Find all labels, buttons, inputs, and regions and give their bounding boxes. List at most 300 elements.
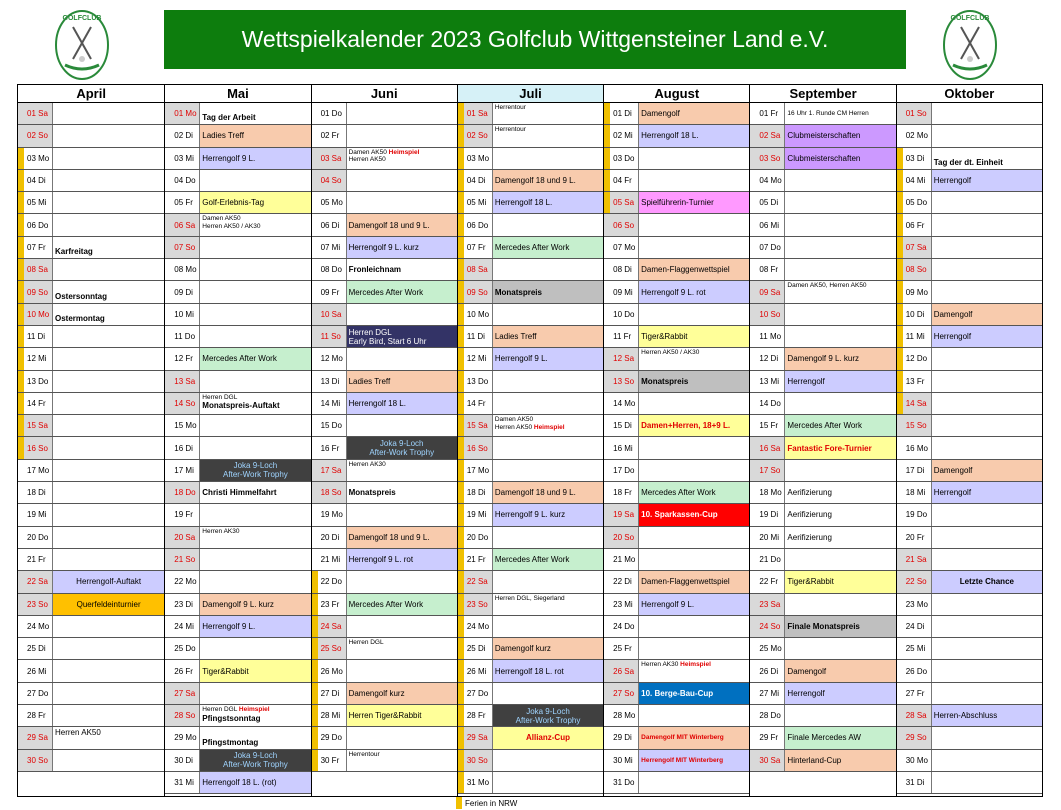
day-row <box>897 594 1042 616</box>
day-row <box>312 214 457 236</box>
day-row <box>312 237 457 259</box>
event-cell <box>200 371 310 392</box>
day-row <box>750 705 895 727</box>
day-row <box>312 727 457 749</box>
day-label: 29 Fr <box>750 727 785 748</box>
event-text <box>787 510 831 519</box>
event-text-main: Tag der dt. Einheit <box>933 157 1003 167</box>
day-row <box>312 594 457 616</box>
day-label: 13 Sa <box>165 371 200 392</box>
event-cell <box>53 170 164 191</box>
day-label: 02 Fr <box>312 125 347 146</box>
day-row <box>897 437 1042 459</box>
event-cell <box>785 348 895 369</box>
event-text <box>641 377 688 386</box>
day-label: 01 Fr <box>750 103 785 124</box>
event-cell <box>639 214 749 235</box>
day-row <box>312 192 457 214</box>
day-label: 05 Fr <box>165 192 200 213</box>
day-row <box>750 125 895 147</box>
event-text-main: Mercedes After Work <box>787 421 862 431</box>
day-label: 21 So <box>165 549 200 570</box>
event-text <box>55 292 107 301</box>
day-label: 20 Di <box>312 527 347 548</box>
day-row <box>604 504 749 526</box>
event-text <box>223 461 288 470</box>
day-row <box>18 750 164 772</box>
day-label: 24 Mi <box>165 616 200 637</box>
day-label: 21 Fr <box>458 549 493 570</box>
day-label: 18 Mo <box>750 482 785 503</box>
event-text-main: Damen AK50, Herren AK50 <box>787 282 867 290</box>
day-row <box>165 393 310 415</box>
event-text-main: Herren DGL, Siegerland <box>494 594 565 602</box>
day-label: 17 So <box>750 460 785 481</box>
month-header: September <box>750 85 895 103</box>
event-text <box>787 733 861 742</box>
day-row <box>312 616 457 638</box>
day-row <box>458 393 603 415</box>
event-text-main: Ostersonntag <box>55 291 108 301</box>
event-text <box>495 126 526 134</box>
day-row <box>165 705 310 727</box>
day-label: 02 So <box>18 125 53 146</box>
day-row <box>604 683 749 705</box>
event-cell <box>785 148 895 169</box>
event-text <box>349 461 386 469</box>
event-text <box>202 667 248 676</box>
event-cell <box>639 482 749 503</box>
day-label: 01 Do <box>312 103 347 124</box>
event-cell <box>53 549 164 570</box>
event-cell <box>347 371 457 392</box>
event-cell <box>639 371 749 392</box>
event-text-main: Herrengolf <box>787 688 825 698</box>
event-cell <box>639 527 749 548</box>
event-text-main: Damengolf 18 und 9 L. <box>348 220 430 230</box>
event-text-main: Herrengolf-Auftakt <box>76 577 142 587</box>
event-text-main: Herrentour <box>494 126 526 134</box>
day-row <box>458 660 603 682</box>
day-label: 12 Sa <box>604 348 639 369</box>
event-text-main: Aerifizierung <box>787 532 832 542</box>
day-label: 17 Do <box>604 460 639 481</box>
event-text <box>641 421 730 430</box>
event-text <box>495 288 542 297</box>
event-text <box>934 488 971 497</box>
event-text <box>960 577 1014 586</box>
event-cell <box>200 326 310 347</box>
day-row <box>604 170 749 192</box>
day-label: 19 Sa <box>604 504 639 525</box>
day-label: 14 Mo <box>604 393 639 414</box>
event-text <box>787 533 831 542</box>
event-cell <box>200 460 310 481</box>
event-cell <box>932 281 1042 302</box>
event-cell <box>639 237 749 258</box>
event-cell <box>347 638 457 659</box>
day-label: 09 Mi <box>604 281 639 302</box>
day-row <box>897 103 1042 125</box>
event-cell <box>493 504 603 525</box>
day-label: 18 Di <box>18 482 53 503</box>
day-label: 02 Di <box>165 125 200 146</box>
day-row <box>604 304 749 326</box>
event-text <box>934 310 973 319</box>
event-text <box>787 689 824 698</box>
day-row <box>604 705 749 727</box>
event-text-main: Golf-Erlebnis-Tag <box>202 198 265 208</box>
event-text-main: After-Work Trophy <box>369 448 435 458</box>
event-text <box>641 288 705 297</box>
event-cell <box>53 460 164 481</box>
event-cell <box>785 504 895 525</box>
event-text-main: 10. Berge-Bau-Cup <box>641 688 714 698</box>
event-cell <box>200 259 310 280</box>
day-label: 14 So <box>165 393 200 414</box>
day-row <box>312 549 457 571</box>
day-row <box>18 549 164 571</box>
day-row <box>750 594 895 616</box>
event-text <box>526 733 570 742</box>
day-row <box>897 259 1042 281</box>
event-cell <box>493 705 603 726</box>
event-cell <box>53 259 164 280</box>
home-game-label: Heimspiel <box>533 423 565 431</box>
day-row <box>18 214 164 236</box>
event-cell <box>639 437 749 458</box>
event-cell <box>639 638 749 659</box>
club-logo-right <box>941 7 999 81</box>
event-text-main: Herrengolf 9 L. <box>641 599 695 609</box>
day-label: 01 Sa <box>18 103 53 124</box>
day-row <box>165 348 310 370</box>
event-text-main: Aerifizierung <box>787 510 832 520</box>
day-row <box>165 371 310 393</box>
day-label: 26 Sa <box>604 660 639 681</box>
event-text-main: Herren AK50 / AK30 <box>641 349 700 357</box>
event-cell <box>932 594 1042 615</box>
event-text-main: Monatspreis <box>641 376 689 386</box>
day-label: 29 Do <box>312 727 347 748</box>
day-row <box>750 616 895 638</box>
event-text-main: Tiger&Rabbit <box>787 577 834 587</box>
event-cell <box>785 103 895 124</box>
day-label: 21 Fr <box>18 549 53 570</box>
day-row <box>18 683 164 705</box>
day-label: 21 Mi <box>312 549 347 570</box>
event-cell <box>493 437 603 458</box>
day-row <box>18 371 164 393</box>
event-cell <box>200 660 310 681</box>
day-row <box>897 527 1042 549</box>
event-cell <box>932 148 1042 169</box>
day-row <box>165 304 310 326</box>
day-label: 14 Sa <box>897 393 932 414</box>
day-label: 16 So <box>458 437 493 458</box>
day-row <box>750 727 895 749</box>
event-cell <box>785 638 895 659</box>
event-cell <box>639 192 749 213</box>
event-text-main: After-Work Trophy <box>223 760 288 770</box>
day-row <box>897 281 1042 303</box>
day-row <box>897 482 1042 504</box>
event-text-main: Tiger&Rabbit <box>202 666 249 676</box>
event-cell <box>200 549 310 570</box>
day-label: 28 Fr <box>458 705 493 726</box>
day-label: 07 So <box>165 237 200 258</box>
event-text-main: Damengolf <box>641 109 680 119</box>
home-game-label: Heimspiel <box>238 706 270 714</box>
event-text <box>202 394 279 402</box>
event-cell <box>200 504 310 525</box>
day-row <box>897 750 1042 772</box>
event-text-main: Herren AK30 <box>641 661 681 669</box>
day-label: 29 Di <box>604 727 639 748</box>
event-text <box>349 533 430 542</box>
day-row <box>18 437 164 459</box>
day-row <box>18 148 164 170</box>
month-column-oktober <box>896 85 1042 796</box>
day-row <box>897 683 1042 705</box>
event-text-main: Monatspreis <box>494 287 542 297</box>
event-text <box>202 198 264 207</box>
event-cell <box>347 281 457 302</box>
event-cell <box>639 281 749 302</box>
day-label: 03 Do <box>604 148 639 169</box>
day-label: 12 Mi <box>18 348 53 369</box>
day-row <box>604 281 749 303</box>
day-row <box>165 437 310 459</box>
event-text <box>76 577 141 586</box>
day-row <box>458 148 603 170</box>
day-label: 11 Mi <box>897 326 932 347</box>
day-label: 15 Di <box>604 415 639 436</box>
day-row <box>604 259 749 281</box>
day-row <box>458 504 603 526</box>
day-label: 16 Mi <box>604 437 639 458</box>
event-cell <box>347 103 457 124</box>
day-label: 12 Mo <box>312 348 347 369</box>
event-cell <box>200 482 310 503</box>
event-cell <box>639 103 749 124</box>
event-text <box>495 510 565 519</box>
day-row <box>165 415 310 437</box>
day-row <box>604 192 749 214</box>
day-label: 10 Mo <box>18 304 53 325</box>
day-row <box>897 214 1042 236</box>
event-cell <box>53 705 164 726</box>
event-cell <box>347 683 457 704</box>
day-row <box>604 125 749 147</box>
event-cell <box>347 214 457 235</box>
day-row <box>897 638 1042 660</box>
event-cell <box>932 214 1042 235</box>
event-text-main: Herrengolf 18 L. <box>348 399 406 408</box>
day-row <box>897 616 1042 638</box>
event-text-main: Tag der Arbeit <box>202 113 256 123</box>
day-row <box>750 415 895 437</box>
event-cell <box>347 304 457 325</box>
event-text-main: Damengolf <box>787 666 827 676</box>
day-label: 06 Do <box>458 214 493 235</box>
event-text-main: Joka 9-Loch <box>233 751 278 761</box>
event-cell <box>785 214 895 235</box>
event-text <box>787 354 859 363</box>
event-cell <box>53 393 164 414</box>
day-label: 30 Sa <box>750 750 785 771</box>
event-cell <box>347 237 457 258</box>
event-text-main: Herrengolf 9 L. rot <box>348 555 414 565</box>
day-label: 12 Fr <box>165 348 200 369</box>
event-text <box>641 131 698 140</box>
day-row <box>18 504 164 526</box>
day-label: 09 Di <box>165 281 200 302</box>
event-cell <box>639 660 749 681</box>
event-cell <box>347 192 457 213</box>
event-cell <box>639 326 749 347</box>
event-text-main: Clubmeisterschaften <box>787 131 861 141</box>
event-cell <box>639 348 749 369</box>
day-label: 28 Fr <box>18 705 53 726</box>
home-game-label: Heimspiel <box>388 148 420 156</box>
event-text-main: Damen AK50 <box>348 148 389 156</box>
event-cell <box>200 281 310 302</box>
svg-text:GOLFCLUB: GOLFCLUB <box>950 15 990 22</box>
event-cell <box>785 660 895 681</box>
day-label: 09 Mo <box>897 281 932 302</box>
day-label: 28 Sa <box>897 705 932 726</box>
event-cell <box>200 304 310 325</box>
day-label: 12 Do <box>897 348 932 369</box>
event-text <box>202 778 276 787</box>
day-row <box>165 772 310 794</box>
day-label: 26 Fr <box>165 660 200 681</box>
event-cell <box>785 393 895 414</box>
day-row <box>165 549 310 571</box>
event-cell <box>932 527 1042 548</box>
event-text <box>787 622 859 631</box>
event-cell <box>347 393 457 414</box>
day-label: 22 So <box>897 571 932 592</box>
day-label: 08 Fr <box>750 259 785 280</box>
event-cell <box>53 482 164 503</box>
event-cell <box>347 660 457 681</box>
event-text <box>369 439 434 448</box>
event-text-main: Spielführerin-Turnier <box>641 198 714 208</box>
event-cell <box>200 727 310 748</box>
event-text-main: Herrengolf <box>933 332 972 342</box>
event-cell <box>493 571 603 592</box>
event-text <box>787 577 833 586</box>
day-label: 13 Mi <box>750 371 785 392</box>
club-logo-left <box>53 7 111 81</box>
event-cell <box>53 527 164 548</box>
event-cell <box>932 482 1042 503</box>
day-label: 29 So <box>897 727 932 748</box>
day-row <box>312 683 457 705</box>
event-text <box>516 707 581 716</box>
day-label: 11 Fr <box>604 326 639 347</box>
day-label: 21 Sa <box>897 549 932 570</box>
day-row <box>312 437 457 459</box>
event-text <box>641 198 714 207</box>
day-row <box>18 237 164 259</box>
event-text <box>202 714 269 723</box>
event-cell <box>347 482 457 503</box>
day-label: 25 So <box>312 638 347 659</box>
event-text <box>369 448 434 457</box>
event-text-main: Herrengolf 9 L. kurz <box>494 510 566 520</box>
month-header: Mai <box>165 85 310 103</box>
day-label: 26 Mi <box>458 660 493 681</box>
event-text <box>934 466 973 475</box>
event-text <box>349 156 420 164</box>
day-label: 16 Sa <box>750 437 785 458</box>
event-text <box>641 332 687 341</box>
day-label: 16 Mo <box>897 437 932 458</box>
event-text <box>495 667 564 676</box>
event-cell <box>347 460 457 481</box>
event-cell <box>932 103 1042 124</box>
event-text-main: Querfeldeinturnier <box>76 599 141 609</box>
day-row <box>18 192 164 214</box>
event-text <box>349 288 424 297</box>
event-cell <box>785 683 895 704</box>
event-text-main: Herren AK30 <box>348 460 386 468</box>
day-row <box>458 482 603 504</box>
day-row <box>18 727 164 749</box>
event-text-main: Tiger&Rabbit <box>641 332 688 342</box>
legend-label: Ferien in NRW <box>465 798 518 808</box>
day-label: 23 Di <box>165 594 200 615</box>
event-cell <box>493 103 603 124</box>
event-text-main: Hinterland-Cup <box>787 755 842 765</box>
day-label: 13 Di <box>312 371 347 392</box>
event-text-main: Herrentour <box>494 104 526 111</box>
day-row <box>165 259 310 281</box>
day-label: 20 Do <box>18 527 53 548</box>
event-cell <box>932 415 1042 436</box>
day-row <box>604 326 749 348</box>
event-text-main: Allianz-Cup <box>525 733 570 743</box>
day-row <box>165 504 310 526</box>
event-text <box>495 198 552 207</box>
event-cell <box>347 750 457 771</box>
event-text <box>787 131 860 140</box>
event-text-main: Clubmeisterschaften <box>787 153 861 163</box>
day-row <box>18 348 164 370</box>
event-text-main: Ladies Treff <box>348 376 391 386</box>
event-text-main: Letzte Chance <box>959 577 1014 587</box>
day-row <box>750 259 895 281</box>
day-row <box>897 192 1042 214</box>
day-row <box>897 772 1042 794</box>
event-cell <box>53 103 164 124</box>
event-text <box>641 600 694 609</box>
day-row <box>165 660 310 682</box>
day-label: 08 So <box>897 259 932 280</box>
day-row <box>604 103 749 125</box>
event-text-main: Mercedes After Work <box>641 488 716 498</box>
day-row <box>604 237 749 259</box>
event-cell <box>932 192 1042 213</box>
day-label: 24 Do <box>604 616 639 637</box>
event-cell <box>639 170 749 191</box>
event-text-main: Herren DGL <box>202 706 239 714</box>
day-row <box>18 326 164 348</box>
day-row <box>750 170 895 192</box>
